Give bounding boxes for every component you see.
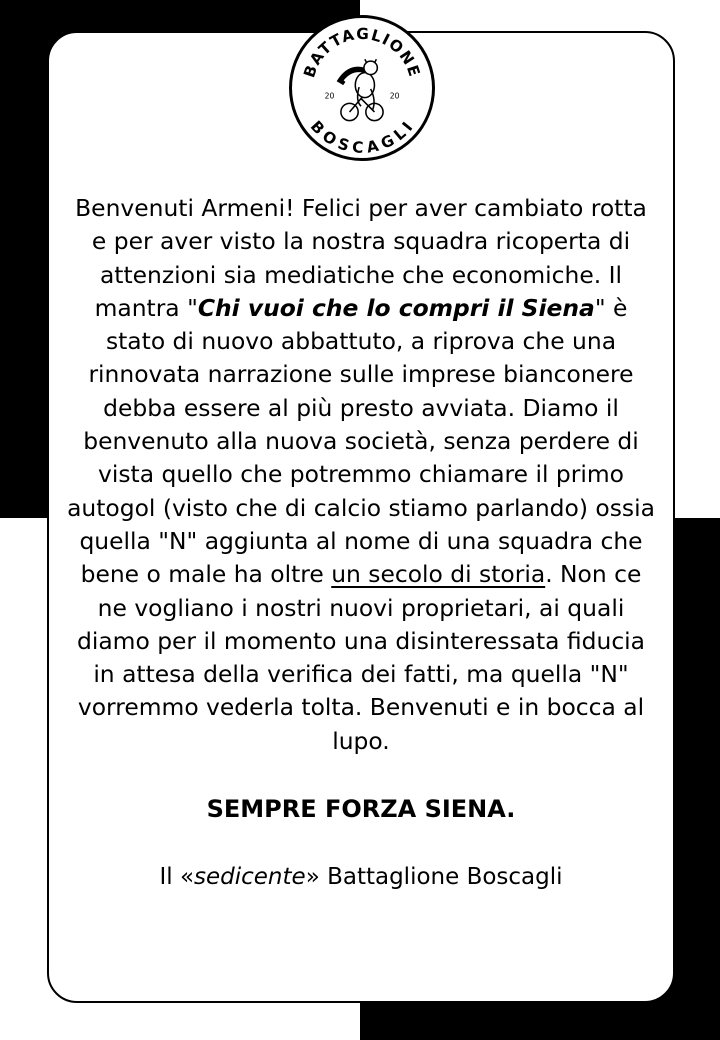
signature-suffix: » Battaglione Boscagli — [305, 864, 563, 890]
logo-emblem — [292, 18, 432, 158]
signature — [47, 864, 675, 890]
signature-italic: sedicente — [194, 864, 306, 890]
svg-text:BOSCAGLI — [307, 117, 418, 157]
message-part-3: . Non ce ne vogliano i nostri nuovi proprietari, ai quali diamo per il momento una disinteressata fiducia in attesa della verifica dei fatti, ma quella "N" vorremmo vederla tolta. Benvenuti e in bocca al lupo. — [76, 560, 646, 755]
message-part-1: Benvenuti Armeni! Felici per aver cambiato rotta e per aver visto la nostra squadra ricoperta di attenzioni sia mediatiche che economiche. Il mantra " — [75, 194, 647, 322]
motto: SEMPRE FORZA SIENA. — [206, 795, 516, 823]
battaglione-boscagli-logo — [289, 15, 435, 161]
logo-year-right: 20 — [389, 91, 400, 101]
logo-top-text: BATTAGLIONE — [300, 24, 424, 80]
signature-prefix: Il « — [159, 864, 195, 890]
logo-year-left: 20 — [324, 91, 335, 101]
logo-bottom-text: BOSCAGLI — [306, 117, 418, 158]
message-part-2: " è stato di nuovo abbattuto, a riprova che una rinnovata narrazione sulle imprese bianconere debba essere al più presto avviata. Diamo il benvenuto alla nuova società, senza perdere di vista quello che potremmo chiamare il primo autogol (visto che di calcio stiamo parlando) ossia quella "N" aggiunta al nome di una squadra che bene o male ha oltre — [67, 293, 655, 589]
bear-on-bicycle-icon — [340, 59, 383, 120]
underlined-phrase: un secolo di storia — [331, 560, 546, 589]
highlighted-quote: Chi vuoi che lo compri il Siena — [197, 293, 595, 322]
welcome-message — [66, 192, 656, 758]
